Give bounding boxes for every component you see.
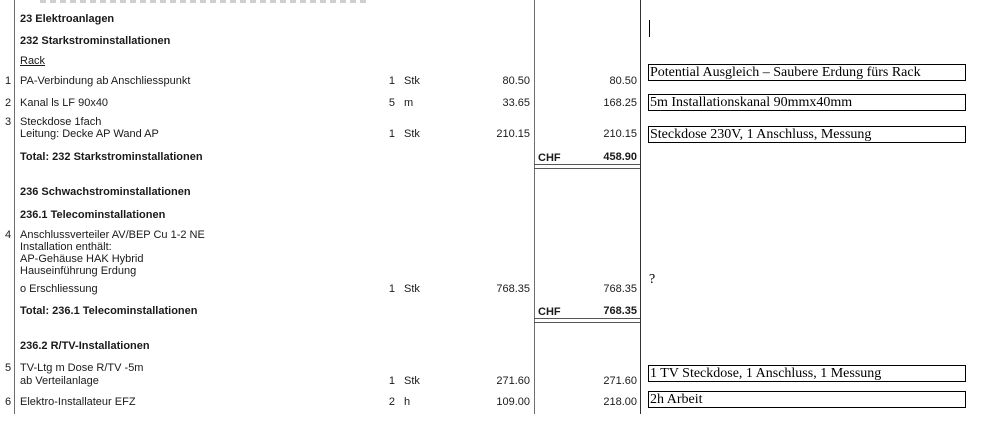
- row-description: o Erschliessung: [20, 283, 98, 295]
- row-description: TV-Ltg m Dose R/TV -5m: [20, 362, 144, 374]
- notes-column[interactable]: [640, 0, 986, 424]
- group-subtitle-236-1: 236.1 Telecominstallationen: [20, 209, 166, 221]
- row-unit-price: 210.15: [496, 128, 530, 140]
- note-field-5[interactable]: 1 TV Steckdose, 1 Anschluss, 1 Messung: [648, 365, 966, 382]
- row-description: Leitung: Decke AP Wand AP: [20, 128, 159, 140]
- total-value-236-1: 768.35: [603, 305, 637, 317]
- row-unit: h: [404, 396, 411, 408]
- row-total: 210.15: [603, 128, 637, 140]
- row-unit: Stk: [404, 128, 420, 140]
- row-total: 768.35: [603, 283, 637, 295]
- group-title-232: 232 Starkstrominstallationen: [20, 35, 171, 47]
- row-unit-price: 80.50: [502, 75, 530, 87]
- row-total: 80.50: [609, 75, 637, 87]
- double-underline: [534, 318, 640, 323]
- middle-rule: [534, 0, 535, 414]
- row-number: 5: [5, 362, 12, 374]
- row-total: 218.00: [603, 396, 637, 408]
- row-unit: Stk: [404, 283, 420, 295]
- subheading-rack: Rack: [20, 55, 46, 67]
- row-number: 1: [5, 75, 12, 87]
- row-unit: Stk: [404, 375, 420, 387]
- row-description: ab Verteilanlage: [20, 375, 99, 387]
- row-description: Steckdose 1fach: [20, 116, 102, 128]
- row-quantity: 5: [388, 97, 395, 109]
- row-description: Kanal ls LF 90x40: [20, 97, 109, 109]
- row-description: Anschlussverteiler AV/BEP Cu 1-2 NE: [20, 229, 205, 241]
- row-unit-price: 768.35: [496, 283, 530, 295]
- row-unit-price: 271.60: [496, 375, 530, 387]
- total-value-232: 458.90: [603, 151, 637, 163]
- section-heading: 23 Elektroanlagen: [20, 13, 115, 25]
- currency-label: CHF: [538, 152, 561, 164]
- row-description: Hauseinführung Erdung: [20, 265, 137, 277]
- text-cursor: [649, 20, 650, 37]
- total-label-232: Total: 232 Starkstrominstallationen: [20, 151, 203, 163]
- left-rule: [14, 0, 15, 414]
- note-field-3[interactable]: Steckdose 230V, 1 Anschluss, Messung: [648, 126, 966, 143]
- group-title-236: 236 Schwachstrominstallationen: [20, 186, 191, 198]
- row-description: AP-Gehäuse HAK Hybrid: [20, 253, 144, 265]
- note-field-2[interactable]: 5m Installationskanal 90mmx40mm: [648, 94, 966, 111]
- row-quantity: 2: [388, 396, 395, 408]
- row-quantity: 1: [388, 375, 395, 387]
- note-question[interactable]: ?: [649, 272, 656, 287]
- row-description: PA-Verbindung ab Anschliesspunkt: [20, 75, 191, 87]
- total-label-236-1: Total: 236.1 Telecominstallationen: [20, 305, 198, 317]
- row-unit: Stk: [404, 75, 420, 87]
- double-underline: [534, 164, 640, 169]
- row-number: 4: [5, 229, 12, 241]
- note-field-1[interactable]: Potential Ausgleich – Saubere Erdung fürs Rack: [648, 64, 966, 81]
- row-description: Elektro-Installateur EFZ: [20, 396, 136, 408]
- note-field-6[interactable]: 2h Arbeit: [648, 391, 966, 408]
- group-title-236-2: 236.2 R/TV-Installationen: [20, 340, 150, 352]
- row-quantity: 1: [388, 75, 395, 87]
- row-unit-price: 33.65: [502, 97, 530, 109]
- row-number: 3: [5, 116, 12, 128]
- row-total: 271.60: [603, 375, 637, 387]
- row-description: Installation enthält:: [20, 241, 112, 253]
- row-unit: m: [404, 97, 414, 109]
- row-number: 2: [5, 97, 12, 109]
- row-total: 168.25: [603, 97, 637, 109]
- row-unit-price: 109.00: [496, 396, 530, 408]
- row-number: 6: [5, 396, 12, 408]
- currency-label: CHF: [538, 306, 561, 318]
- row-quantity: 1: [388, 283, 395, 295]
- row-quantity: 1: [388, 128, 395, 140]
